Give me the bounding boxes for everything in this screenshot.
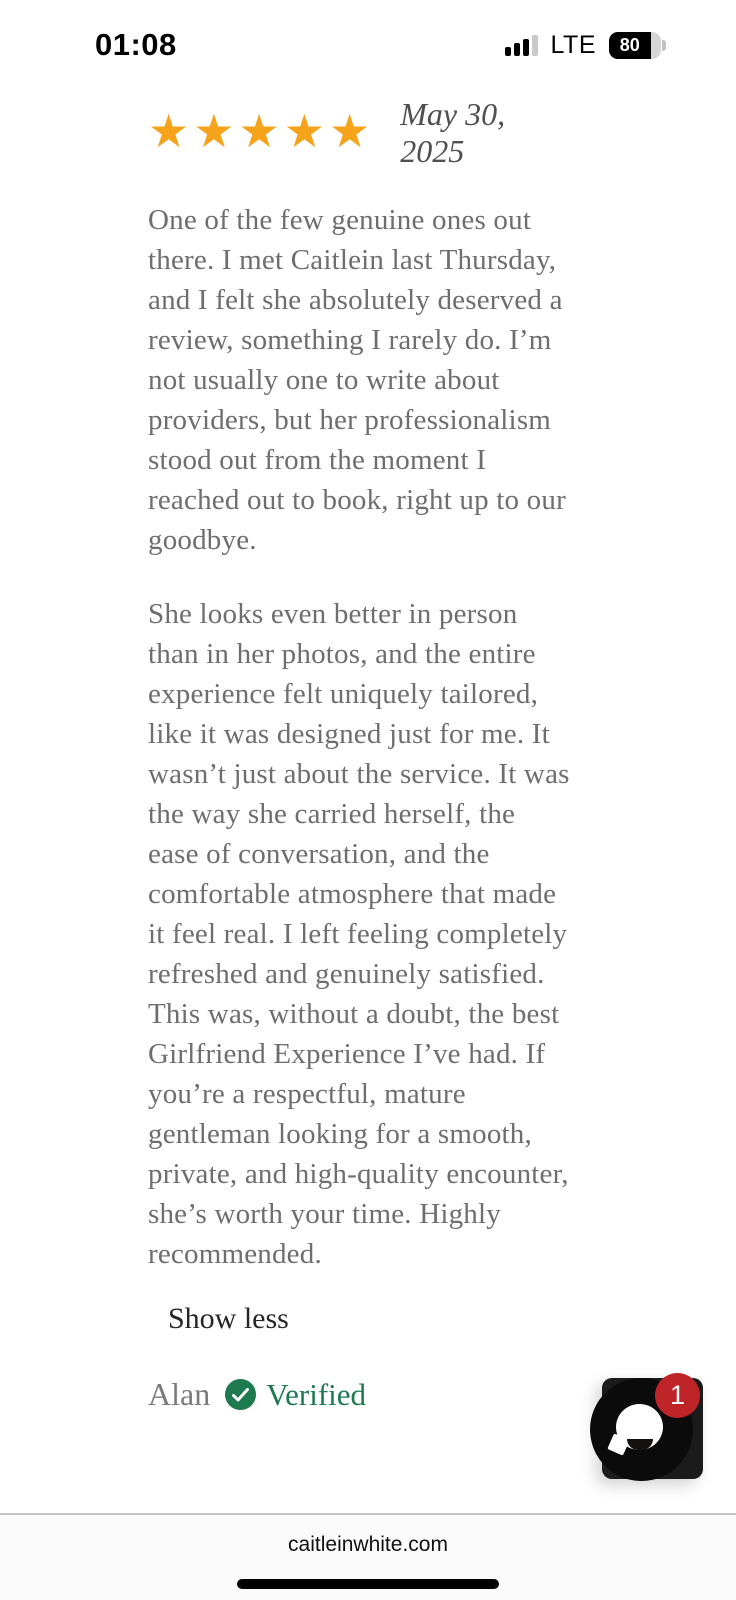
status-bar-right (505, 31, 667, 60)
star-rating-icon: ★★★★★ (148, 104, 375, 158)
chat-bubble-icon (616, 1404, 663, 1450)
battery-icon (609, 32, 666, 59)
status-bar (0, 0, 736, 82)
chat-unread-badge: 1 (655, 1373, 700, 1418)
verified-badge (225, 1377, 366, 1413)
clock-time: 01:08 (95, 27, 177, 62)
show-less-link[interactable]: Show less (168, 1302, 289, 1335)
home-indicator[interactable] (237, 1579, 499, 1589)
cellular-signal-icon (505, 34, 538, 56)
verified-label: Verified (266, 1376, 367, 1412)
review-paragraph: She looks even better in person than in her photos, and the entire experience felt uniquely tailored, like it was designed just for me. It wasn’t just about the service. It was the way she carried herself, the ease of conversation, and the comfortable atmosphere that made it feel real. I left feeling completely refreshed and genuinely satisfied. This was, without a doubt, the best Girlfriend Experience I’ve had. If you’re a respectful, mature gentleman looking for a smooth, private, and high-quality encounter, she’s worth your time. Highly recommended. (148, 598, 570, 1270)
review-card (148, 92, 572, 1413)
browser-bottom-bar (0, 1513, 736, 1600)
review-header (148, 92, 572, 170)
review-date: May 30, 2025 (400, 96, 506, 169)
review-body (148, 200, 572, 1274)
review-author-row (148, 1376, 572, 1413)
review-paragraph: One of the few genuine ones out there. I met Caitlein last Thursday, and I felt she absolutely deserved a review, something I rarely do. I’m not usually one to write about providers, but her professionalism stood out from the moment I reached out to book, right up to our goodbye. (148, 204, 566, 556)
battery-cap (662, 40, 666, 51)
author-name: Alan (148, 1376, 211, 1412)
address-bar-url[interactable]: caitleinwhite.com (288, 1533, 448, 1556)
battery-percent-label: 80 (619, 34, 640, 55)
network-type-label: LTE (550, 30, 596, 59)
verified-check-icon (225, 1379, 256, 1410)
chat-widget-button[interactable] (602, 1378, 703, 1479)
